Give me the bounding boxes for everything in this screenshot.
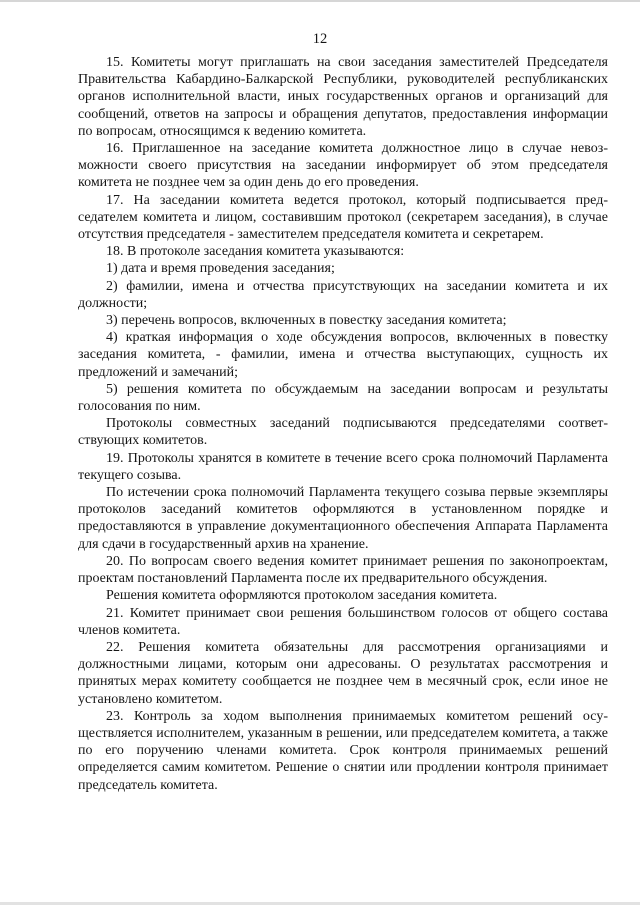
paragraph-20: 20. По вопросам своего ведения комитет принимает решения по законопроектам, проектам постановлений Парламента после их предварительного обсуждения.	[78, 553, 608, 587]
document-body	[78, 54, 608, 794]
paragraph-23: 23. Контроль за ходом выполнения принимаемых комитетом решений осуществляется исполнителем, указанным в решении, или председателем комитета, а также по его поручению членами комитета. Срок контроля принимаемых решений определяется самим комитетом. Решение о снятии или продлении контроля принимает председатель комитета.	[78, 708, 608, 793]
list-item-1: 1) дата и время проведения заседания;	[106, 261, 335, 277]
paragraph-21: 21. Комитет принимает свои решения большинством голосов от общего состава членов комитета.	[78, 605, 608, 638]
paragraph-18: 18. В протоколе заседания комитета указываются:	[106, 244, 405, 260]
paragraph-decisions-protocol: Решения комитета оформляются протоколом заседания комитета.	[106, 588, 498, 604]
paragraph-joint-protocols: Протоколы совместных заседаний подписываются председателями соответствующих комитетов.	[78, 416, 608, 449]
paragraph-22: 22. Решения комитета обязательны для рассмотрения организациями и должностными лицами, которым они адресованы. О результатах рассмотрения и принятых мерах комитету сообщается не позднее чем в месячный срок, если иное не установлено комитетом.	[78, 639, 608, 707]
list-item-3: 3) перечень вопросов, включенных в повестку заседания комитета;	[106, 313, 507, 329]
paragraph-15: 15. Комитеты могут приглашать на свои заседания заместителей Председателя Правительства Кабардино-Балкарской Республики, руководителей республиканских органов исполнительной власти, иных государственных органов и организаций для сообщений, ответов на запросы и обращения депутатов, предоставления информации по вопросам, относящимся к ведению комитета.	[78, 55, 608, 139]
list-item-5: 5) решения комитета по обсуждаемым на заседании вопросам и результаты голосования по ним.	[78, 381, 608, 415]
paragraph-17: 17. На заседании комитета ведется протокол, который подписывается председателем комитета и лицом, составившим протокол (секретарем заседания), в случае отсутствия председателя - заместителем председателя комитета и секретарем.	[78, 192, 608, 243]
paragraph-19: 19. Протоколы хранятся в комитете в течение всего срока полномочий Парламента текущего созыва.	[78, 450, 608, 483]
scan-edge-top	[0, 0, 640, 2]
paragraph-protocol-archive: По истечении срока полномочий Парламента текущего созыва первые экземпляры протоколов заседаний комитетов оформляются в установленном порядке и предоставляются в управление документационного обеспечения Аппарата Парламента для сдачи в государственный архив на хранение.	[78, 485, 608, 552]
list-item-4: 4) краткая информация о ходе обсуждения вопросов, включенных в повестку заседания комитета, - фамилии, имена и отчества выступающих, сущность их предложений и замечаний;	[78, 330, 608, 380]
paragraph-16: 16. Приглашенное на заседание комитета должностное лицо в случае невозможности своего присутствия на заседании информирует об этом председателя комитета не позднее чем за один день до его проведения.	[78, 141, 608, 191]
list-item-2: 2) фамилии, имена и отчества присутствующих на заседании комитета и их должности;	[78, 278, 608, 311]
page-number: 12	[312, 31, 328, 47]
